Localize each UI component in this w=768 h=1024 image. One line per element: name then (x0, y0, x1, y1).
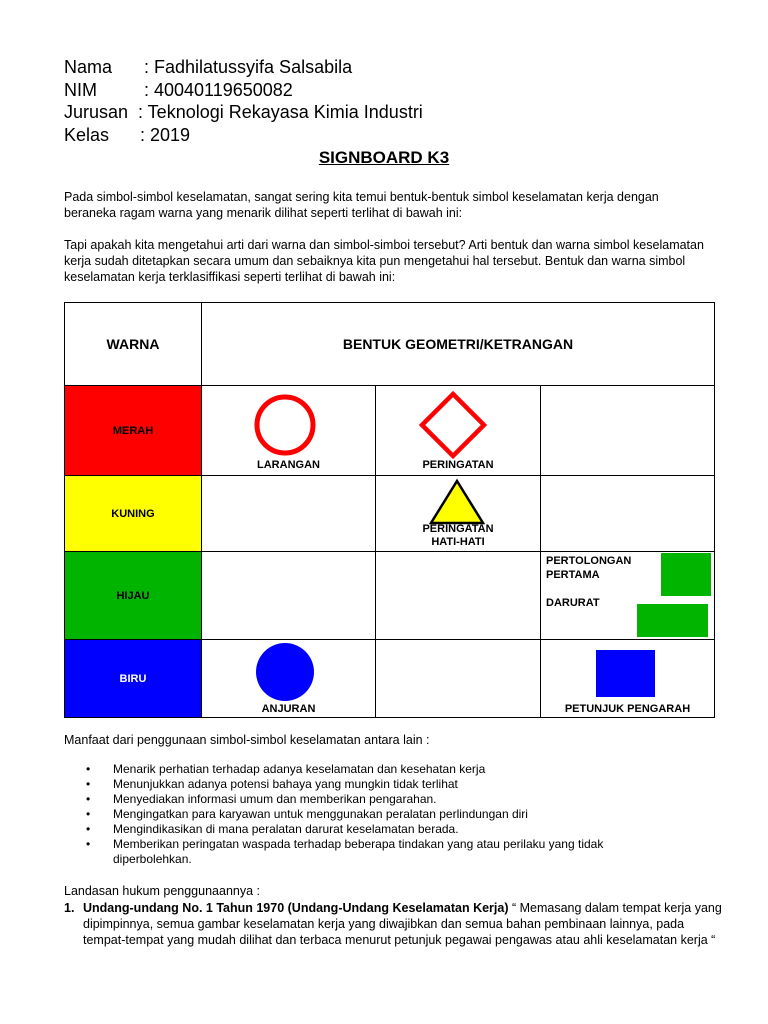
nim-value: : 40040119650082 (144, 80, 293, 100)
manfaat-intro: Manfaat dari penggunaan simbol-simbol keselamatan antara lain : (64, 733, 430, 747)
law-text: “ Memasang dalam tempat kerja yang dipimpinnya, semua gambar keselamatan kerja yang diwajibkan dan semua bahan pembinaan lainnya, pada tempat-tempat yang mudah dilihat dan terbaca menurut petunjuk pegawai pengawas atau ahli keselamatan kerja “ (83, 901, 722, 947)
cell-larangan (202, 386, 376, 476)
cell-empty-kuning-1 (202, 476, 376, 552)
cell-empty-merah (541, 386, 715, 476)
header-bentuk: BENTUK GEOMETRI/KETRANGAN (202, 303, 715, 386)
label-line2: HATI-HATI (431, 536, 485, 548)
cell-peringatan (376, 386, 541, 476)
cell-pertolongan (541, 552, 715, 640)
label-petunjuk-pengarah: PETUNJUK PENGARAH (564, 703, 691, 715)
name-value: : Fadhilatussyifa Salsabila (144, 57, 353, 77)
cell-empty-biru (376, 640, 541, 718)
law-number: 1. (64, 901, 75, 915)
cell-empty-kuning-2 (541, 476, 715, 552)
warning-diamond-icon (418, 390, 488, 460)
cell-empty-hijau-1 (202, 552, 376, 640)
color-cell-hijau: HIJAU (65, 552, 202, 640)
label-line1: PERINGATAN (422, 523, 494, 535)
color-cell-merah: MERAH (65, 386, 202, 476)
color-cell-biru: BIRU (65, 640, 202, 718)
label-peringatan: PERINGATAN (422, 459, 494, 471)
student-nim-line (64, 79, 293, 101)
label-anjuran: ANJURAN (261, 703, 316, 715)
nim-label: NIM (64, 80, 97, 100)
list-item: • Menunjukkan adanya potensi bahaya yang mungkin tidak terlihat (86, 777, 458, 791)
jurusan-label: Jurusan (64, 102, 129, 122)
mandatory-circle-icon (254, 643, 316, 701)
law-title: Undang-undang No. 1 Tahun 1970 (Undang-Undang Keselamatan Kerja) (83, 901, 509, 915)
student-jurusan-line (64, 101, 423, 123)
intro-paragraph-2: Tapi apakah kita mengetahui arti dari warna dan simbol-simboi tersebut? Arti bentuk dan warna simbol keselamatan kerja sudah ditetapkan secara umum dan sebaiknya kita pun mengetahui hal tersebut. Bentuk dan warna simbol keselamatan kerja terklasiffikasi seperti terlihat di bawah ini: (64, 238, 704, 284)
list-item: • Memberikan peringatan waspada terhadap beberapa tindakan yang atau perilaku yang tidak diperbolehkan. (86, 837, 604, 866)
list-item: • Mengindikasikan di mana peralatan darurat keselamatan berada. (86, 822, 459, 836)
label-line2: PERTAMA (546, 569, 600, 581)
intro-paragraph-1: Pada simbol-simbol keselamatan, sangat sering kita temui bentuk-bentuk simbol keselamatan kerja dengan beraneka ragam warna yang menarik dilihat seperti terlihat di bawah ini: (64, 190, 659, 220)
label-pertolongan-pertama (546, 554, 631, 582)
cell-petunjuk (541, 640, 715, 718)
list-item: • Menarik perhatian terhadap adanya keselamatan dan kesehatan kerja (86, 762, 486, 776)
list-item: • Mengingatkan para karyawan untuk menggunakan peralatan perlindungan diri (86, 807, 528, 821)
label-larangan: LARANGAN (257, 459, 320, 471)
landasan-intro: Landasan hukum penggunaannya : (64, 884, 260, 898)
page-title: SIGNBOARD K3 (318, 148, 450, 167)
color-cell-kuning: KUNING (65, 476, 202, 552)
direction-blue-square (596, 650, 655, 697)
cell-empty-hijau-2 (376, 552, 541, 640)
emergency-green-rect (637, 604, 708, 637)
student-kelas-line (64, 124, 191, 146)
list-item: • Menyediakan informasi umum dan memberikan pengarahan. (86, 792, 437, 806)
kelas-label: Kelas (64, 125, 110, 145)
first-aid-green-square (661, 553, 711, 596)
law-item-1 (64, 900, 724, 948)
student-name-line (64, 56, 353, 78)
kelas-value: : 2019 (140, 125, 191, 145)
cell-hati-hati (376, 476, 541, 552)
name-label: Nama (64, 57, 113, 77)
label-darurat: DARURAT (546, 597, 600, 609)
benefits-list (64, 762, 684, 867)
cell-anjuran (202, 640, 376, 718)
signboard-table (64, 302, 715, 718)
label-line1: PERTOLONGAN (546, 555, 632, 567)
label-peringatan-hati (376, 523, 540, 549)
jurusan-value: : Teknologi Rekayasa Kimia Industri (138, 102, 423, 122)
header-warna: WARNA (65, 303, 202, 386)
caution-triangle-icon (428, 478, 486, 526)
prohibition-circle-icon (252, 392, 318, 458)
